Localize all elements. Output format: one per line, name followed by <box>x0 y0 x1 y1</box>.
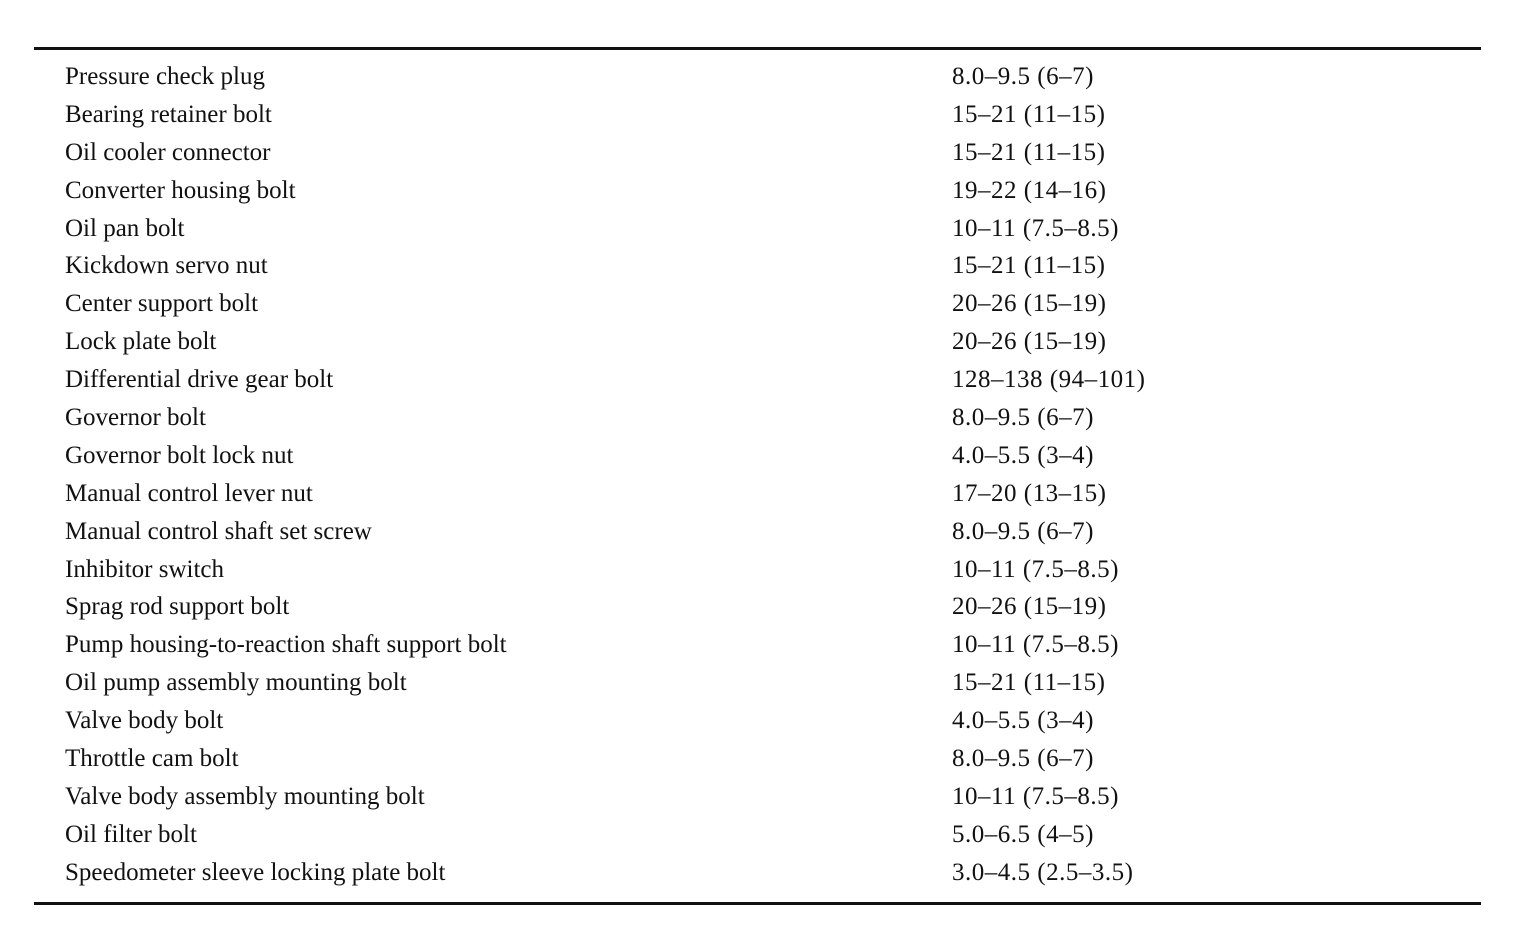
torque-value-cell: 10–11 (7.5–8.5) <box>952 782 1119 810</box>
table-row <box>34 551 1481 589</box>
part-name-cell: Governor bolt lock nut <box>65 441 294 469</box>
table-bottom-rule <box>34 902 1481 905</box>
torque-value-cell: 20–26 (15–19) <box>952 593 1107 621</box>
part-name-cell: Pressure check plug <box>65 63 265 90</box>
part-name-cell: Pump housing-to-reaction shaft support bolt <box>65 631 507 659</box>
part-name-cell: Valve body assembly mounting bolt <box>65 782 425 810</box>
table-row <box>34 740 1481 778</box>
part-name-cell: Speedometer sleeve locking plate bolt <box>65 858 446 886</box>
torque-value-cell: 8.0–9.5 (6–7) <box>952 404 1094 432</box>
part-name-cell: Kickdown servo nut <box>65 252 268 280</box>
table-row <box>34 626 1481 664</box>
table-row <box>34 437 1481 475</box>
part-name-cell: Converter housing bolt <box>65 176 296 204</box>
torque-value-cell: 4.0–5.5 (3–4) <box>952 441 1094 469</box>
part-name-cell: Oil filter bolt <box>65 820 197 848</box>
torque-value-cell: 15–21 (11–15) <box>952 669 1106 697</box>
part-name-cell: Oil pan bolt <box>65 214 185 242</box>
table-row <box>34 588 1481 626</box>
part-name-cell: Manual control lever nut <box>65 479 313 507</box>
torque-value-cell: 10–11 (7.5–8.5) <box>952 631 1119 659</box>
part-name-cell: Lock plate bolt <box>65 328 217 356</box>
table-row <box>34 361 1481 399</box>
torque-value-cell: 5.0–6.5 (4–5) <box>952 820 1094 848</box>
part-name-cell: Oil cooler connector <box>65 138 271 166</box>
part-name-cell: Inhibitor switch <box>65 555 225 583</box>
table-row <box>34 513 1481 551</box>
torque-value-cell: 8.0–9.5 (6–7) <box>952 517 1094 545</box>
table-row <box>34 247 1481 285</box>
torque-value-cell: 20–26 (15–19) <box>952 328 1107 356</box>
part-name-cell: Throttle cam bolt <box>65 745 239 773</box>
table-row <box>34 399 1481 437</box>
part-name-cell: Governor bolt <box>65 404 206 432</box>
table-row <box>34 854 1481 892</box>
part-name-cell: Oil pump assembly mounting bolt <box>65 669 407 697</box>
torque-value-cell: 20–26 (15–19) <box>952 290 1107 318</box>
torque-value-cell: 19–22 (14–16) <box>952 176 1107 204</box>
table-row <box>34 475 1481 513</box>
torque-value-cell: 8.0–9.5 (6–7) <box>952 745 1094 773</box>
torque-value-cell: 15–21 (11–15) <box>952 252 1106 280</box>
torque-spec-table <box>34 47 1481 905</box>
part-name-cell: Valve body bolt <box>65 707 224 735</box>
table-row <box>34 702 1481 740</box>
part-name-cell: Sprag rod support bolt <box>65 593 290 621</box>
table-row <box>34 816 1481 854</box>
torque-value-cell: 4.0–5.5 (3–4) <box>952 707 1094 735</box>
torque-value-cell: 15–21 (11–15) <box>952 100 1106 128</box>
table-row <box>34 134 1481 172</box>
part-name-cell: Bearing retainer bolt <box>65 100 272 128</box>
table-row <box>34 285 1481 323</box>
table-row <box>34 96 1481 134</box>
part-name-cell: Center support bolt <box>65 290 259 318</box>
torque-value-cell: 10–11 (7.5–8.5) <box>952 214 1119 242</box>
table-row <box>34 778 1481 816</box>
part-name-cell: Manual control shaft set screw <box>65 517 372 545</box>
table-body <box>34 50 1481 892</box>
torque-value-cell: 15–21 (11–15) <box>952 138 1106 166</box>
torque-value-cell: 10–11 (7.5–8.5) <box>952 555 1119 583</box>
table-row <box>34 323 1481 361</box>
torque-value-cell: 17–20 (13–15) <box>952 479 1107 507</box>
table-row <box>34 172 1481 210</box>
torque-value-cell: 128–138 (94–101) <box>952 366 1146 394</box>
part-name-cell: Differential drive gear bolt <box>65 366 334 394</box>
table-row <box>34 210 1481 248</box>
table-row <box>34 664 1481 702</box>
torque-value-cell: 8.0–9.5 (6–7) <box>952 63 1094 90</box>
table-row <box>34 58 1481 96</box>
torque-value-cell: 3.0–4.5 (2.5–3.5) <box>952 858 1134 886</box>
